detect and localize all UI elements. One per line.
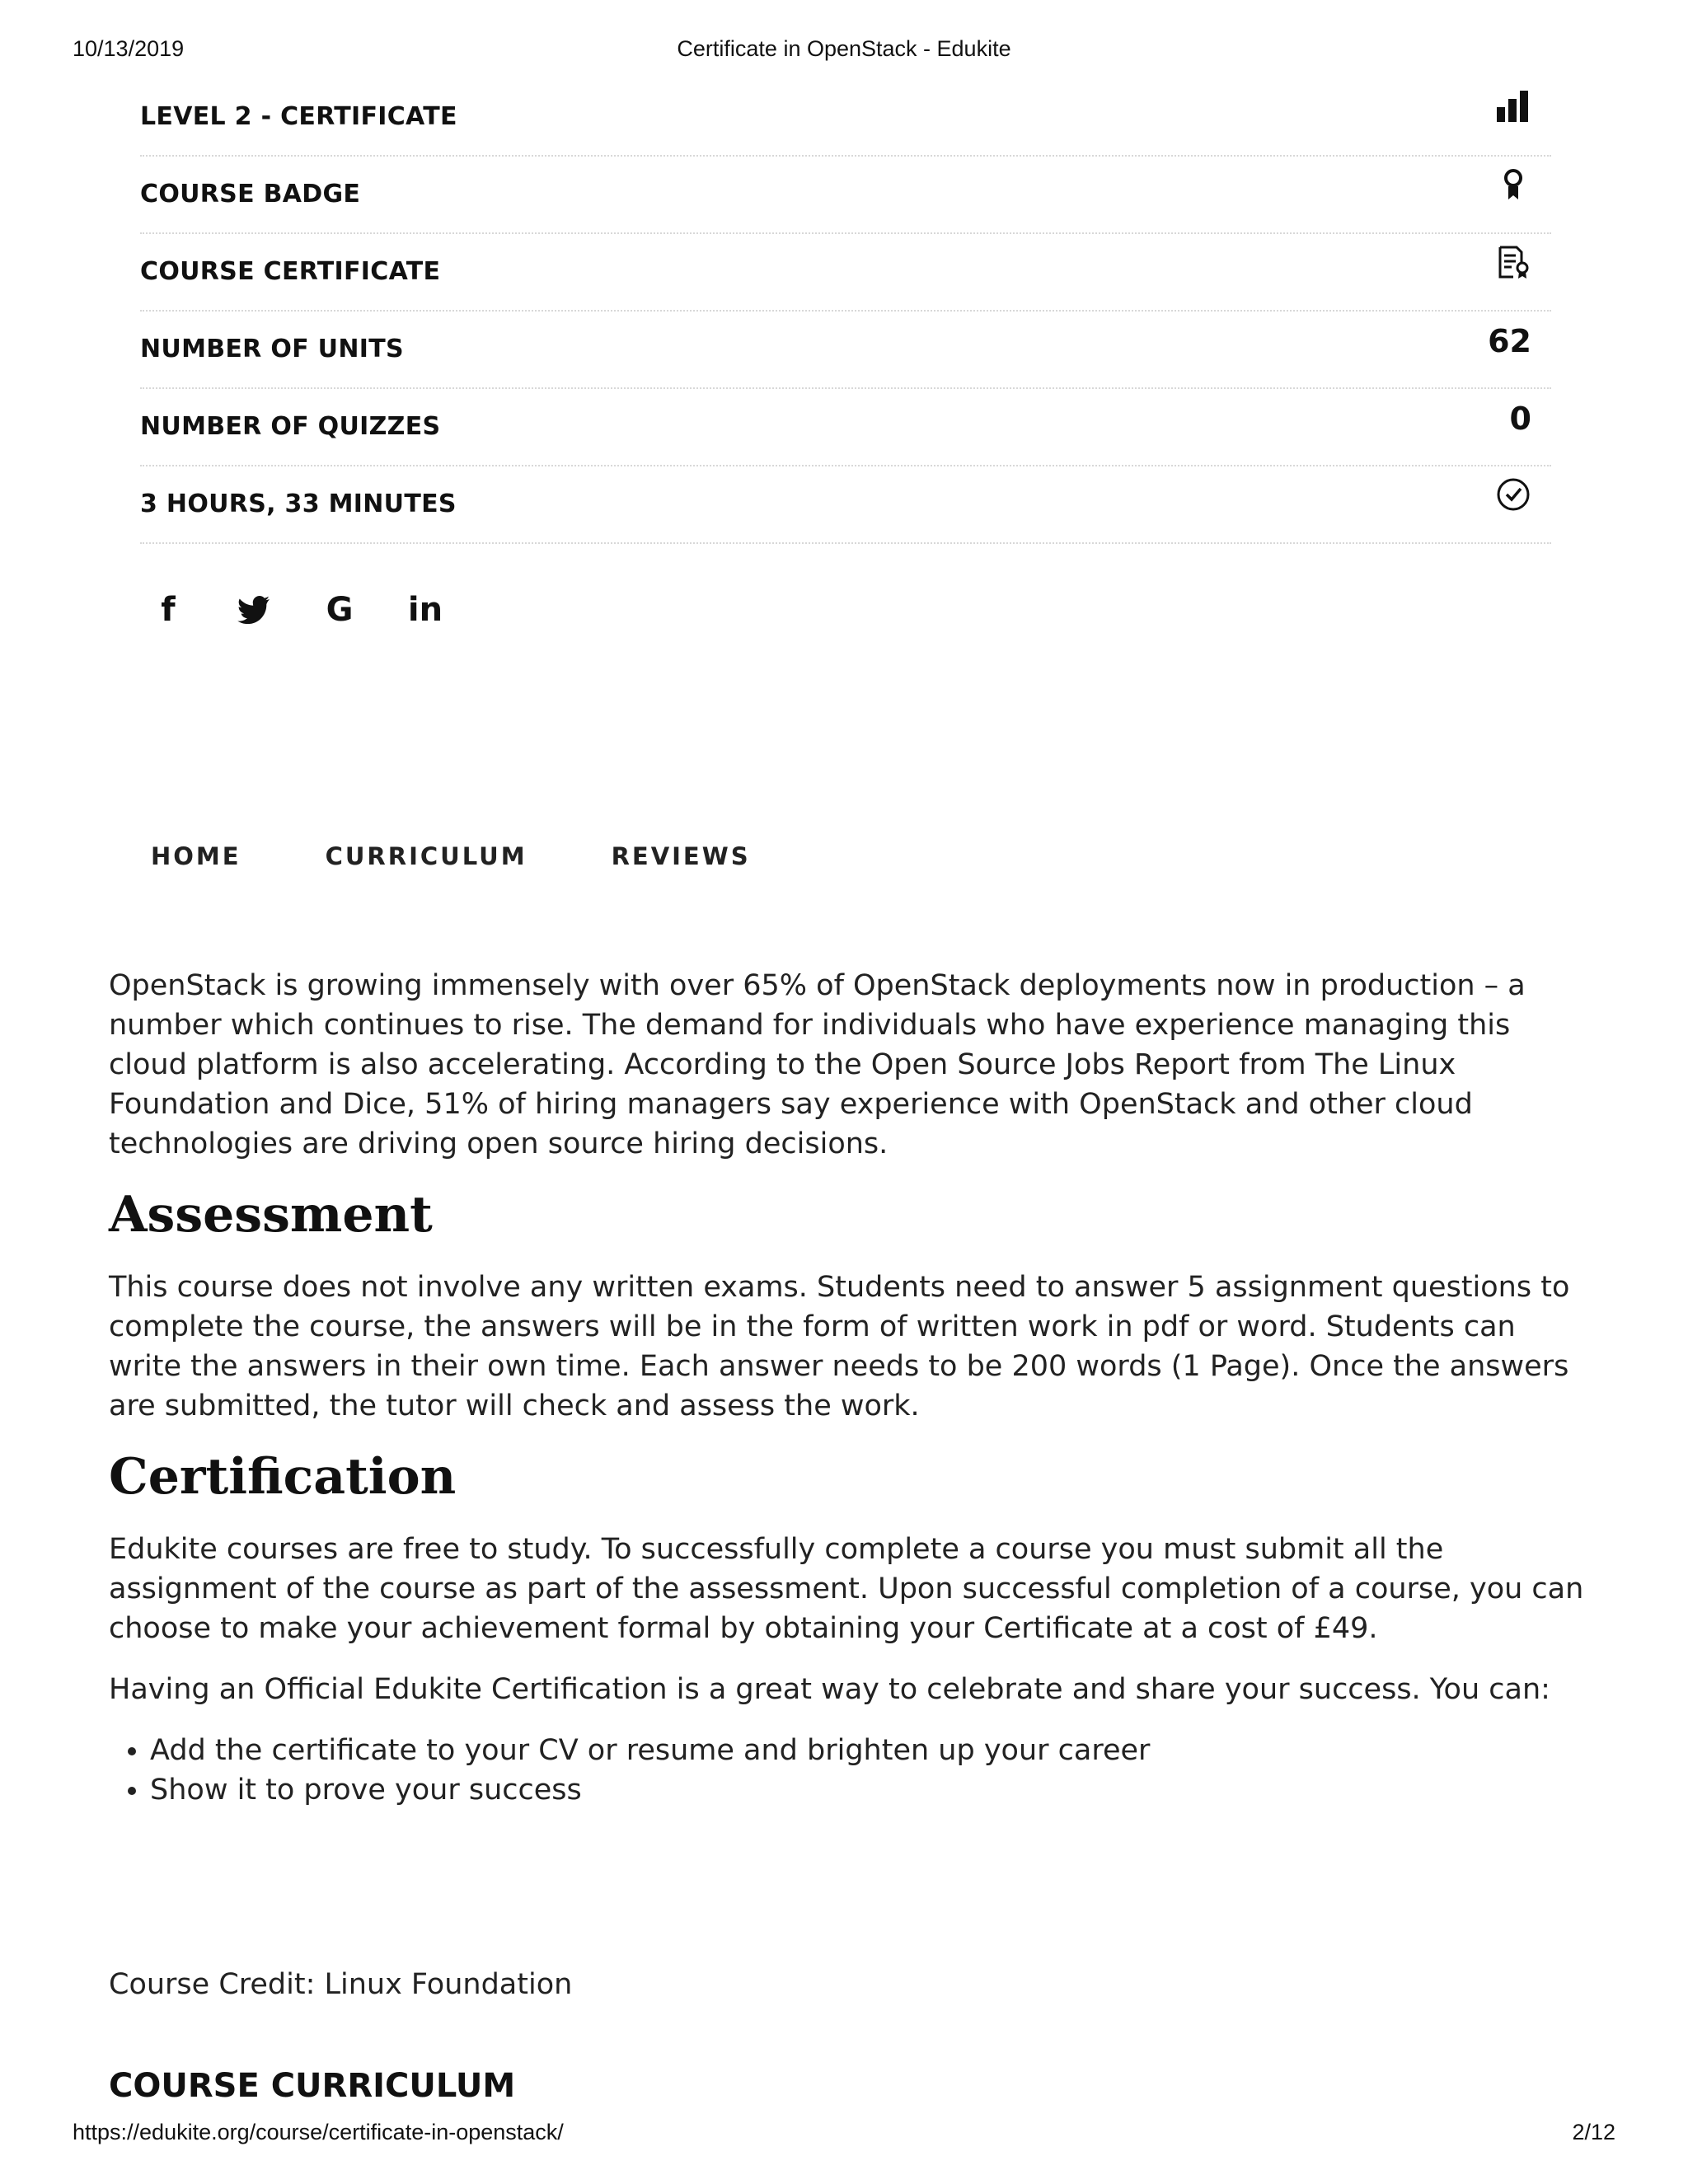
print-url: https://edukite.org/course/certificate-in-openstack/	[73, 2120, 564, 2144]
meta-row-level	[140, 79, 1551, 157]
facebook-icon[interactable]: f	[161, 591, 176, 629]
bar-chart-icon	[1495, 89, 1531, 125]
badge-icon	[1495, 166, 1531, 203]
twitter-bird-glyph	[237, 596, 270, 624]
list-item: • Add the certificate to your CV or resume and brighten up your career	[150, 1731, 1592, 1770]
units-count: 62	[1488, 323, 1531, 359]
meta-label: NUMBER OF UNITS	[140, 335, 404, 363]
intro-paragraph: OpenStack is growing immensely with over 65% of OpenStack deployments now in production – a number which continues to rise. The demand for individuals who have experience managing this cloud platform is also accelerating. According to the Open Source Jobs Report from The Linux Foundation and Dice, 51% of hiring managers say experience with OpenStack and other cloud technologies are driving open source hiring decisions.	[109, 969, 1526, 1160]
clock-check-icon	[1495, 476, 1531, 513]
list-item: • Show it to prove your success	[150, 1770, 1592, 1810]
meta-row-units	[140, 312, 1551, 389]
meta-label: 3 HOURS, 33 MINUTES	[140, 490, 457, 518]
certificate-icon	[1495, 244, 1531, 280]
print-page-number: 2/12	[1572, 2120, 1615, 2144]
meta-label: NUMBER OF QUIZZES	[140, 412, 441, 441]
benefits-intro: Having an Official Edukite Certification is a great way to celebrate and share your success. You can:	[109, 1673, 1550, 1706]
tab-home[interactable]: HOME	[151, 842, 241, 870]
meta-row-duration	[140, 466, 1551, 544]
certification-paragraph: Edukite courses are free to study. To successfully complete a course you must submit all the assignment of the course as part of the assessment. Upon successful completion of a course, you can choose to make your achievement formal by obtaining your Certificate at a cost of £49.	[109, 1533, 1584, 1645]
certification-heading: Certification	[109, 1448, 457, 1506]
meta-label: LEVEL 2 - CERTIFICATE	[140, 102, 457, 131]
social-share	[145, 587, 488, 633]
print-page-title: Certificate in OpenStack - Edukite	[677, 36, 1011, 61]
meta-row-quizzes	[140, 389, 1551, 466]
print-footer	[0, 2120, 1688, 2153]
course-credit: Course Credit: Linux Foundation	[109, 1968, 573, 2001]
tab-reviews[interactable]: REVIEWS	[611, 842, 751, 870]
print-date: 10/13/2019	[73, 36, 185, 61]
course-description	[109, 966, 1592, 1810]
meta-label: COURSE CERTIFICATE	[140, 257, 441, 286]
assessment-paragraph: This course does not involve any written exams. Students need to answer 5 assignment questions to complete the course, the answers will be in the form of written work in pdf or word. Students can write the answers in their own time. Each answer needs to be 200 words (1 Page). Once the answers are submitted, the tutor will check and assess the work.	[109, 1271, 1570, 1422]
meta-row-badge	[140, 157, 1551, 234]
google-icon[interactable]: G	[326, 591, 354, 629]
assessment-heading: Assessment	[109, 1186, 433, 1244]
course-curriculum-heading: COURSE CURRICULUM	[109, 2067, 516, 2105]
tab-curriculum[interactable]: CURRICULUM	[325, 842, 528, 870]
quizzes-count: 0	[1509, 401, 1531, 437]
benefits-list	[109, 1731, 1592, 1810]
print-header	[0, 36, 1688, 69]
course-tabs	[151, 842, 835, 870]
meta-label: COURSE BADGE	[140, 180, 361, 209]
course-meta-list	[140, 79, 1551, 544]
linkedin-icon[interactable]: in	[407, 591, 443, 629]
meta-row-certificate	[140, 234, 1551, 312]
twitter-icon[interactable]	[231, 587, 277, 633]
